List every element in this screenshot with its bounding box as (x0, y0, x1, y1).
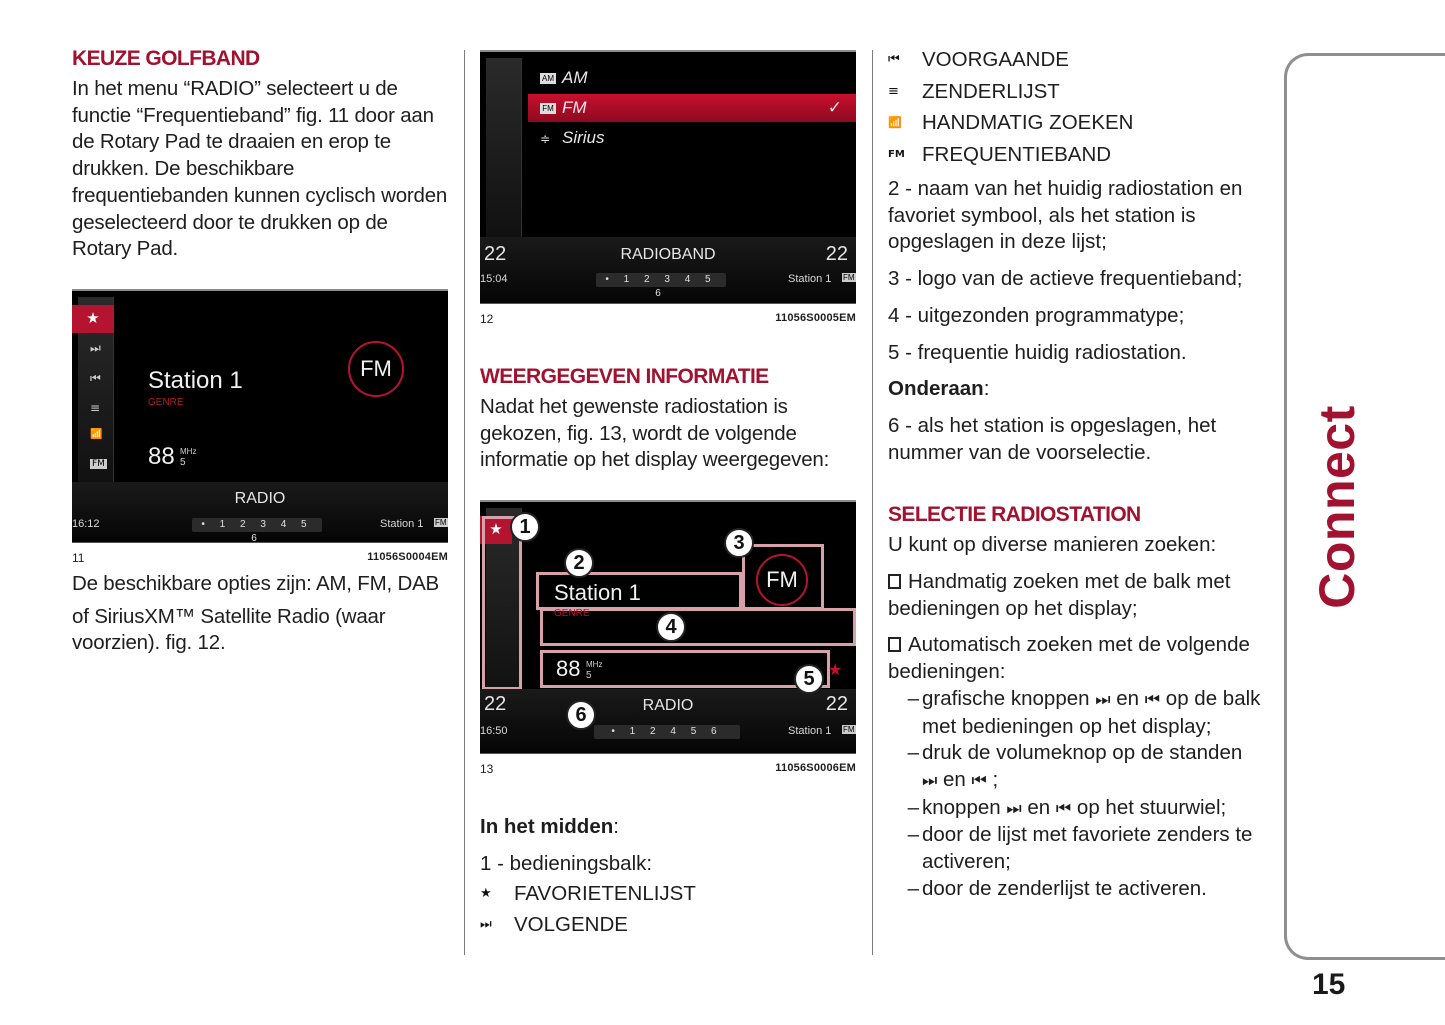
screen-genre: GENRE (148, 396, 184, 408)
control-label: VOORGAANDE (922, 48, 1069, 71)
control-zenderlijst (888, 76, 1263, 108)
figure-11-screen (72, 289, 448, 543)
menu-label-sirius: Sirius (562, 128, 605, 147)
screen-temp-right: 22 (825, 693, 848, 716)
column-1 (72, 46, 450, 657)
sub-item-graphic-buttons: – grafische knoppen ⏭ en ⏮ op de balk met bedieningen op het display; (907, 686, 1261, 738)
star-icon: ★ (480, 885, 492, 901)
control-volgende (480, 909, 858, 941)
highlight-control-bar (482, 516, 522, 690)
screen-presets: • 1 2 3 4 5 6 (192, 518, 322, 532)
menu-label-am: AM (562, 68, 588, 87)
page-number: 15 (1312, 968, 1346, 1001)
antenna-icon: 📶 (888, 116, 902, 129)
fm-icon: FM (92, 458, 105, 469)
screen-status: Station 1 (788, 725, 832, 738)
screen-clock: 16:12 (72, 517, 100, 530)
middle-label: In het midden: (480, 815, 619, 839)
screen-frequency: 88 (148, 442, 175, 470)
control-frequentieband (888, 139, 1263, 171)
menu-row-fm (528, 94, 856, 122)
figure-number: 11 (72, 550, 85, 565)
screen-title: RADIO (642, 697, 694, 715)
figure-12-caption (480, 312, 856, 326)
item-5: 5 - frequentie huidig radiostation. (888, 340, 1187, 364)
menu-row-sirius (528, 124, 856, 152)
screen-band-logo: FM (348, 341, 404, 397)
sub-item-volume-knob: – druk de volumeknop op de standen ⏭ en ⏮ ; (907, 741, 1243, 791)
figure-11-caption (72, 551, 448, 565)
item-2: 2 - naam van het huidig radiostation en favoriet symbool, als het station is opgeslagen in deze lijst; (888, 177, 1243, 254)
control-label: ZENDERLIJST (922, 79, 1060, 103)
screen-frequency-unit: MHz (180, 446, 197, 456)
heading-weergegeven-informatie: WEERGEGEVEN INFORMATIE (480, 365, 769, 388)
checkbox-bullet-icon (888, 637, 901, 652)
screen-station-name: Station 1 (554, 580, 641, 606)
screen-band-logo: FM (756, 554, 808, 606)
control-handmatig-zoeken (888, 107, 1263, 139)
next-icon: ⏭ (480, 917, 492, 933)
next-outline-icon: ⏭ (922, 770, 938, 791)
control-label: FREQUENTIEBAND (922, 142, 1112, 166)
figure-ref: 11056S0005EM (775, 312, 856, 324)
screen-frequency-decimal: 5 (586, 670, 592, 682)
screen-status-badge: FM (843, 273, 855, 282)
antenna-icon: 📶 (90, 428, 103, 440)
list-icon: ≡ (888, 83, 899, 99)
control-label: FAVORIETENLIJST (514, 881, 696, 905)
favorite-star-icon: ★ (480, 516, 512, 544)
screen-title: RADIOBAND (620, 246, 716, 263)
screen-bottom-bar (480, 689, 856, 753)
column-2 (480, 46, 858, 941)
menu-row-am (528, 64, 856, 92)
screen-temp-left: 22 (484, 243, 507, 265)
screen-genre: GENRE (554, 608, 590, 620)
callout-6: 6 (566, 700, 596, 730)
prev-icon: ⏮ (90, 370, 101, 385)
screen-station-name: Station 1 (148, 366, 243, 394)
paragraph-options-1: De beschikbare opties zijn: AM, FM, DAB (72, 571, 440, 595)
screen-presets: • 1 2 4 5 6 (594, 725, 740, 739)
screen-frequency-unit: MHz (586, 660, 603, 670)
callout-4: 4 (656, 612, 686, 642)
screen-temp-right: 22 (825, 243, 848, 265)
checkbox-bullet-icon (888, 574, 901, 589)
sirius-icon: ≑ (540, 132, 551, 146)
chapter-tab-label: Connect (1309, 405, 1365, 609)
screen-status: Station 1 (380, 517, 424, 530)
bullet-manual: Handmatig zoeken met de balk met bedieningen op het display; (888, 570, 1231, 620)
callout-5: 5 (794, 664, 824, 694)
figure-12-screen (480, 50, 856, 304)
favorite-star-icon: ★ (72, 305, 114, 333)
prev-outline-icon: ⏮ (971, 770, 987, 791)
control-label: HANDMATIG ZOEKEN (922, 111, 1134, 134)
screen-presets: • 1 2 3 4 5 6 (596, 273, 726, 287)
favorite-marker-icon: ★ (828, 660, 843, 680)
menu-label-fm: FM (562, 98, 587, 117)
figure-13-caption (480, 762, 856, 776)
prev-icon: ⏮ (1144, 689, 1161, 710)
figure-ref: 11056S0004EM (367, 550, 448, 563)
am-tag-icon: AM (542, 74, 554, 84)
callout-1: 1 (510, 512, 540, 542)
figure-ref: 11056S0006EM (775, 762, 856, 775)
fm-tag-icon: FM (540, 103, 556, 114)
column-divider-2 (872, 50, 873, 955)
control-label: VOLGENDE (514, 913, 628, 937)
callout-2: 2 (564, 548, 594, 578)
column-3 (888, 44, 1263, 902)
screen-status-badge: FM (843, 725, 855, 735)
screen-status: Station 1 (788, 273, 832, 285)
column-divider-1 (464, 50, 465, 955)
control-voorgaande (888, 44, 1263, 76)
paragraph-keuze-golfband: In het menu “RADIO” selecteert u de functie “Frequentieband” fig. 11 door aan de Rotary Pad te draaien en erop te drukken. De beschikbare frequentiebanden kunnen cyclisch worden geselecteerd door te drukken op de Rotary Pad. (72, 77, 448, 261)
next-icon: ⏭ (90, 340, 101, 355)
heading-keuze-golfband: KEUZE GOLFBAND (72, 47, 260, 70)
item-1: 1 - bedieningsbalk: (480, 851, 653, 875)
screen-title: RADIO (234, 489, 286, 507)
screen-frequency: 88 (556, 656, 581, 682)
item-6: 6 - als het station is opgeslagen, het nummer van de voorselectie. (888, 413, 1217, 464)
fm-icon: FM (888, 148, 905, 160)
figure-number: 13 (480, 762, 494, 777)
paragraph-options-2: of SiriusXM™ Satellite Radio (waar voorzien). fig. 12. (72, 604, 386, 655)
screen-frequency-decimal: 5 (180, 456, 186, 468)
sub-item-steering-wheel: – knoppen ⏭ en ⏮ op het stuurwiel; (907, 795, 1227, 819)
item-3: 3 - logo van de actieve frequentieband; (888, 267, 1243, 291)
check-icon: ✓ (827, 98, 842, 118)
search-intro: U kunt op diverse manieren zoeken: (888, 533, 1217, 557)
screen-bottom-bar (72, 482, 448, 542)
next-icon: ⏭ (1095, 689, 1111, 710)
callout-3: 3 (724, 528, 754, 558)
screen-bottom-bar (480, 237, 856, 303)
item-4: 4 - uitgezonden programmatype; (888, 303, 1185, 327)
screen-temp-left: 22 (484, 693, 507, 716)
paragraph-weergegeven-informatie: Nadat het gewenste radiostation is gekozen, fig. 13, wordt de volgende informatie op het display weergegeven: (480, 395, 830, 472)
figure-13-screen (480, 500, 856, 754)
screen-clock: 16:50 (480, 725, 508, 738)
screen-sidebar (486, 58, 522, 237)
highlight-frequency (540, 650, 830, 688)
screen-clock: 15:04 (480, 273, 508, 285)
bullet-automatic: Automatisch zoeken met de volgende bedieningen: (888, 633, 1250, 684)
control-favorietenlijst (480, 878, 858, 910)
sub-item-favorites: – door de lijst met favoriete zenders te activeren; (907, 823, 1253, 874)
prev-icon: ⏮ (888, 52, 900, 67)
next-outline-icon: ⏭ (1006, 798, 1022, 819)
heading-selectie-radiostation: SELECTIE RADIOSTATION (888, 503, 1141, 527)
sub-item-station-list: – door de zenderlijst te activeren. (907, 876, 1207, 900)
screen-status-badge: FM (435, 517, 447, 527)
list-icon: ≡ (90, 400, 101, 415)
figure-number: 12 (480, 312, 494, 326)
bottom-label: Onderaan: (888, 377, 990, 401)
prev-outline-icon: ⏮ (1055, 798, 1072, 819)
